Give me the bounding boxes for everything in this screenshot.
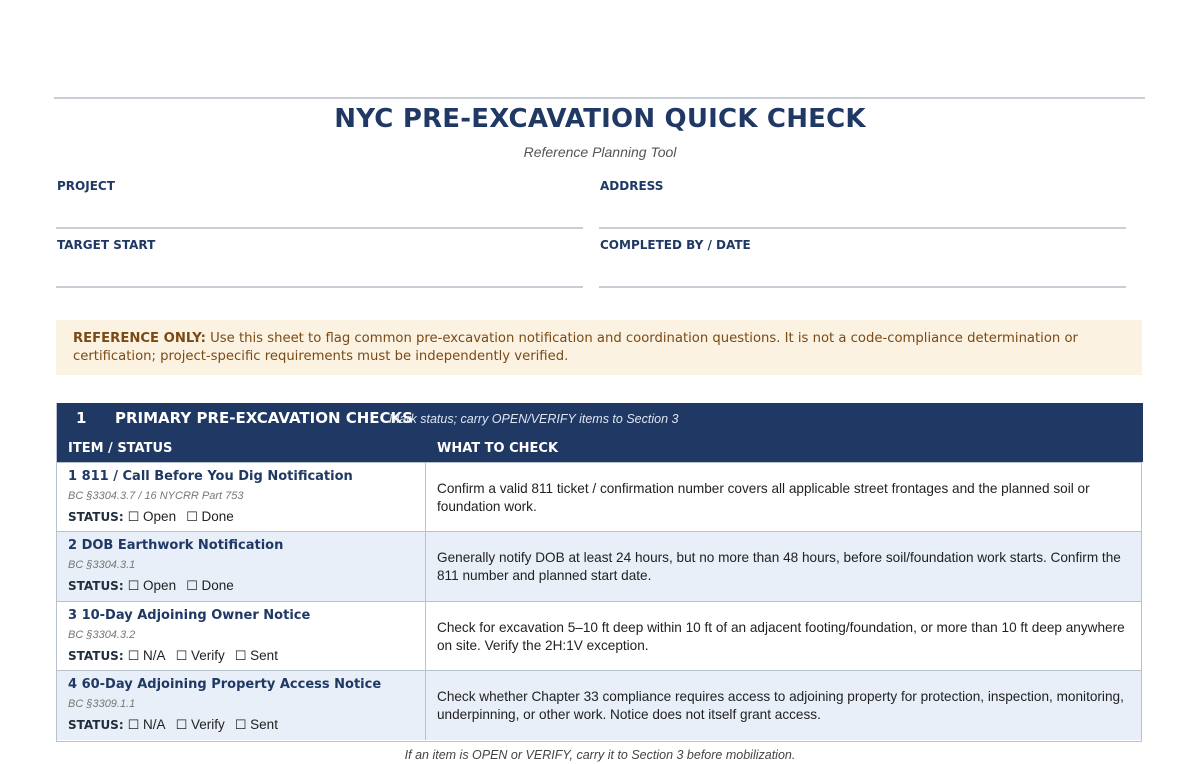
status-label: STATUS:	[68, 718, 124, 732]
status-line	[68, 578, 240, 594]
item-reference: BC §3304.3.1	[68, 559, 136, 571]
status-option-label: Sent	[250, 648, 278, 663]
completed-by-field[interactable]	[600, 261, 1129, 287]
status-checkbox[interactable]: ☐	[186, 510, 198, 525]
table-row	[57, 462, 1141, 531]
item-reference: BC §3304.3.2	[68, 629, 136, 641]
status-checkbox[interactable]: ☐	[175, 718, 188, 733]
status-option-label: Open	[143, 578, 177, 593]
address-label: ADDRESS	[600, 179, 664, 193]
section-header	[57, 403, 1143, 436]
column-divider	[425, 532, 426, 601]
status-checkbox[interactable]: ☐	[234, 718, 247, 733]
status-checkbox[interactable]: ☐	[127, 649, 140, 664]
status-option-label: Sent	[250, 717, 278, 732]
column-divider	[425, 602, 426, 670]
status-option-label: N/A	[143, 717, 166, 732]
column-header-check	[425, 436, 1143, 462]
what-to-check-text: Confirm a valid 811 ticket / confirmation number covers all applicable street frontages and the planned soil or foundation work.	[437, 481, 1090, 514]
status-line	[68, 509, 240, 525]
page-title: NYC PRE-EXCAVATION QUICK CHECK	[334, 104, 866, 134]
column-header-item	[57, 436, 425, 462]
project-label: PROJECT	[57, 179, 115, 193]
reference-notice	[56, 320, 1142, 375]
project-underline	[56, 227, 583, 229]
status-option-label: Verify	[190, 717, 225, 732]
address-underline	[599, 227, 1126, 229]
status-option-label: N/A	[143, 648, 166, 663]
table-row	[57, 601, 1141, 670]
status-label: STATUS:	[68, 510, 124, 524]
target-start-field[interactable]	[57, 261, 586, 287]
status-checkbox[interactable]: ☐	[127, 718, 140, 733]
status-option-label: Verify	[190, 648, 225, 663]
page-subtitle: Reference Planning Tool	[523, 144, 677, 160]
what-to-check-text: Check for excavation 5–10 ft deep within 10 ft of an adjacent footing/foundation, or more than 10 ft deep anywhere on site. Verify the 2H:1V exception.	[437, 620, 1125, 653]
item-title: 1 811 / Call Before You Dig Notification	[68, 469, 353, 484]
project-field[interactable]	[57, 202, 586, 228]
section-note: Mark status; carry OPEN/VERIFY items to Section 3	[389, 412, 679, 426]
status-checkbox[interactable]: ☐	[234, 649, 247, 664]
column-divider	[425, 463, 426, 531]
completed-by-underline	[599, 286, 1126, 288]
status-option-label: Done	[201, 509, 234, 524]
status-checkbox[interactable]: ☐	[175, 649, 188, 664]
status-line	[68, 717, 284, 733]
status-label: STATUS:	[68, 579, 124, 593]
what-to-check-text: Generally notify DOB at least 24 hours, but no more than 48 hours, before soil/foundation work starts. Confirm the 811 number and planned start date.	[437, 550, 1121, 583]
section-number: 1	[76, 409, 87, 427]
section-title: PRIMARY PRE-EXCAVATION CHECKS	[115, 409, 413, 427]
item-reference: BC §3304.3.7 / 16 NYCRR Part 753	[68, 490, 244, 502]
footer-note: If an item is OPEN or VERIFY, carry it to Section 3 before mobilization.	[404, 748, 796, 762]
what-to-check-text: Check whether Chapter 33 compliance requires access to adjoining property for protection, inspection, monitoring, underpinning, or other work. Notice does not itself grant access.	[437, 689, 1124, 722]
item-reference: BC §3309.1.1	[68, 698, 136, 710]
status-line	[68, 648, 284, 664]
notice-lead: REFERENCE ONLY:	[73, 331, 206, 346]
status-checkbox[interactable]: ☐	[186, 579, 198, 594]
column-header-item-label: ITEM / STATUS	[68, 441, 173, 456]
header-rule	[54, 97, 1145, 99]
target-start-label: TARGET START	[57, 238, 156, 252]
status-label: STATUS:	[68, 649, 124, 663]
target-start-underline	[56, 286, 583, 288]
item-title: 2 DOB Earthwork Notification	[68, 538, 284, 553]
status-checkbox[interactable]: ☐	[127, 579, 140, 594]
completed-by-label: COMPLETED BY / DATE	[600, 238, 751, 252]
table-row	[57, 531, 1141, 601]
status-checkbox[interactable]: ☐	[127, 510, 140, 525]
status-option-label: Open	[143, 509, 177, 524]
status-option-label: Done	[201, 578, 234, 593]
checks-table	[56, 403, 1142, 742]
address-field[interactable]	[600, 202, 1129, 228]
notice-body: Use this sheet to flag common pre-excavation notification and coordination questions. It is not a code-compliance determination or certification; project-specific requirements must be independently verified.	[73, 331, 1078, 364]
column-divider	[425, 671, 426, 740]
item-title: 3 10-Day Adjoining Owner Notice	[68, 608, 311, 623]
item-title: 4 60-Day Adjoining Property Access Notice	[68, 677, 382, 692]
table-row	[57, 670, 1141, 740]
column-header-check-label: WHAT TO CHECK	[437, 441, 559, 456]
